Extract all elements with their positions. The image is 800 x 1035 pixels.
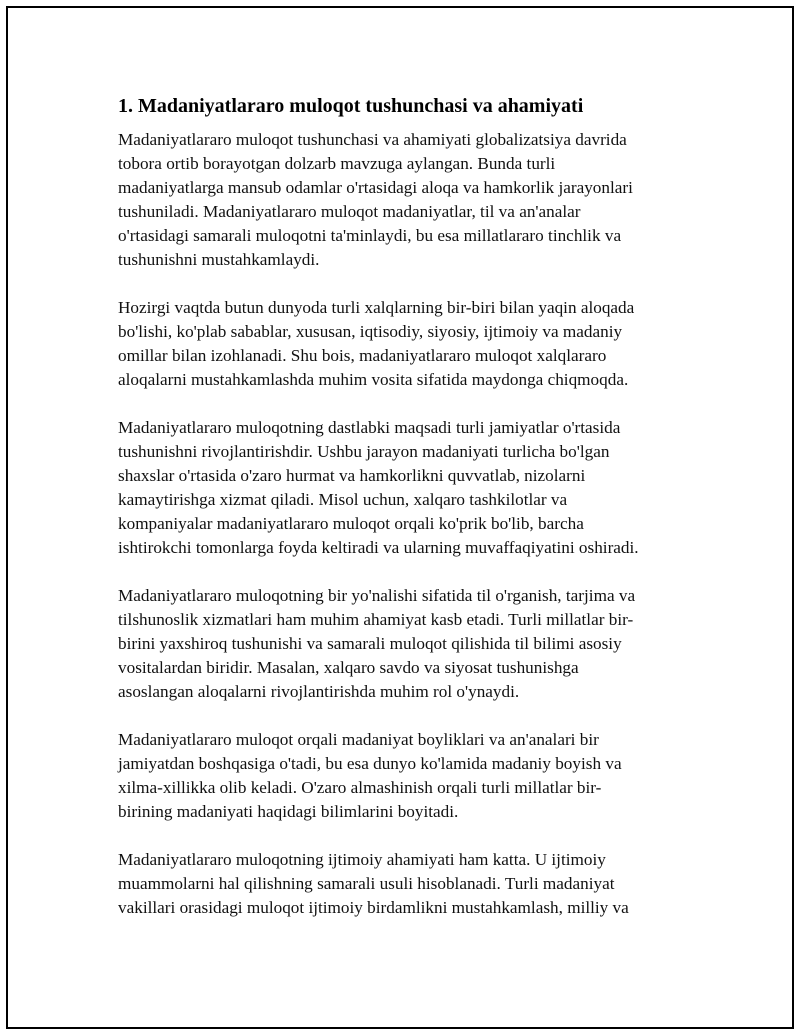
paragraph-line: muammolarni hal qilishning samarali usuli hisoblanadi. Turli madaniyat [118, 874, 615, 893]
paragraph-line: Madaniyatlararo muloqotning bir yo'nalishi sifatida til o'rganish, tarjima va [118, 586, 636, 605]
paragraph-line: tobora ortib borayotgan dolzarb mavzuga aylangan. Bunda turli [118, 154, 556, 173]
body-paragraph [118, 584, 678, 704]
paragraph-line: Madaniyatlararo muloqot tushunchasi va ahamiyati globalizatsiya davrida [118, 130, 627, 149]
document-body [118, 92, 678, 944]
paragraph-line: tushuniladi. Madaniyatlararo muloqot madaniyatlar, til va an'analar [118, 202, 581, 221]
paragraph-line: Hozirgi vaqtda butun dunyoda turli xalqlarning bir-biri bilan yaqin aloqada [118, 298, 635, 317]
paragraph-line: kamaytirishga xizmat qiladi. Misol uchun, xalqaro tashkilotlar va [118, 490, 568, 509]
paragraph-line: vakillari orasidagi muloqot ijtimoiy birdamlikni mustahkamlash, milliy va [118, 898, 629, 917]
paragraph-line: jamiyatdan boshqasiga o'tadi, bu esa dunyo ko'lamida madaniy boyish va [118, 754, 622, 773]
body-paragraph [118, 848, 678, 920]
body-paragraph [118, 728, 678, 824]
body-paragraph [118, 416, 678, 560]
paragraph-line: shaxslar o'rtasida o'zaro hurmat va hamkorlikni quvvatlab, nizolarni [118, 466, 586, 485]
paragraph-line: aloqalarni mustahkamlashda muhim vosita sifatida maydonga chiqmoqda. [118, 370, 629, 389]
paragraph-line: xilma-xillikka olib keladi. O'zaro almashinish orqali turli millatlar bir- [118, 778, 602, 797]
paragraph-line: asoslangan aloqalarni rivojlantirishda muhim rol o'ynaydi. [118, 682, 520, 701]
paragraph-list [118, 128, 678, 920]
paragraph-line: tushunishni rivojlantirishdir. Ushbu jarayon madaniyati turlicha bo'lgan [118, 442, 610, 461]
body-paragraph [118, 128, 678, 272]
paragraph-line: omillar bilan izohlanadi. Shu bois, madaniyatlararo muloqot xalqlararo [118, 346, 607, 365]
paragraph-line: birining madaniyati haqidagi bilimlarini boyitadi. [118, 802, 459, 821]
paragraph-line: tilshunoslik xizmatlari ham muhim ahamiyat kasb etadi. Turli millatlar bir- [118, 610, 634, 629]
paragraph-line: Madaniyatlararo muloqotning ijtimoiy ahamiyati ham katta. U ijtimoiy [118, 850, 606, 869]
paragraph-line: vositalardan biridir. Masalan, xalqaro savdo va siyosat tushunishga [118, 658, 579, 677]
body-paragraph [118, 296, 678, 392]
paragraph-line: ishtirokchi tomonlarga foyda keltiradi va ularning muvaffaqiyatini oshiradi. [118, 538, 639, 557]
paragraph-line: Madaniyatlararo muloqot orqali madaniyat boyliklari va an'analari bir [118, 730, 599, 749]
section-heading: 1. Madaniyatlararo muloqot tushunchasi va ahamiyati [118, 95, 584, 117]
paragraph-line: tushunishni mustahkamlaydi. [118, 250, 320, 269]
paragraph-line: Madaniyatlararo muloqotning dastlabki maqsadi turli jamiyatlar o'rtasida [118, 418, 621, 437]
paragraph-line: birini yaxshiroq tushunishi va samarali muloqot qilishida til bilimi asosiy [118, 634, 622, 653]
paragraph-line: kompaniyalar madaniyatlararo muloqot orqali ko'prik bo'lib, barcha [118, 514, 584, 533]
paragraph-line: madaniyatlarga mansub odamlar o'rtasidagi aloqa va hamkorlik jarayonlari [118, 178, 633, 197]
paragraph-line: bo'lishi, ko'plab sabablar, xususan, iqtisodiy, siyosiy, ijtimoiy va madaniy [118, 322, 623, 341]
paragraph-line: o'rtasidagi samarali muloqotni ta'minlaydi, bu esa millatlararo tinchlik va [118, 226, 622, 245]
